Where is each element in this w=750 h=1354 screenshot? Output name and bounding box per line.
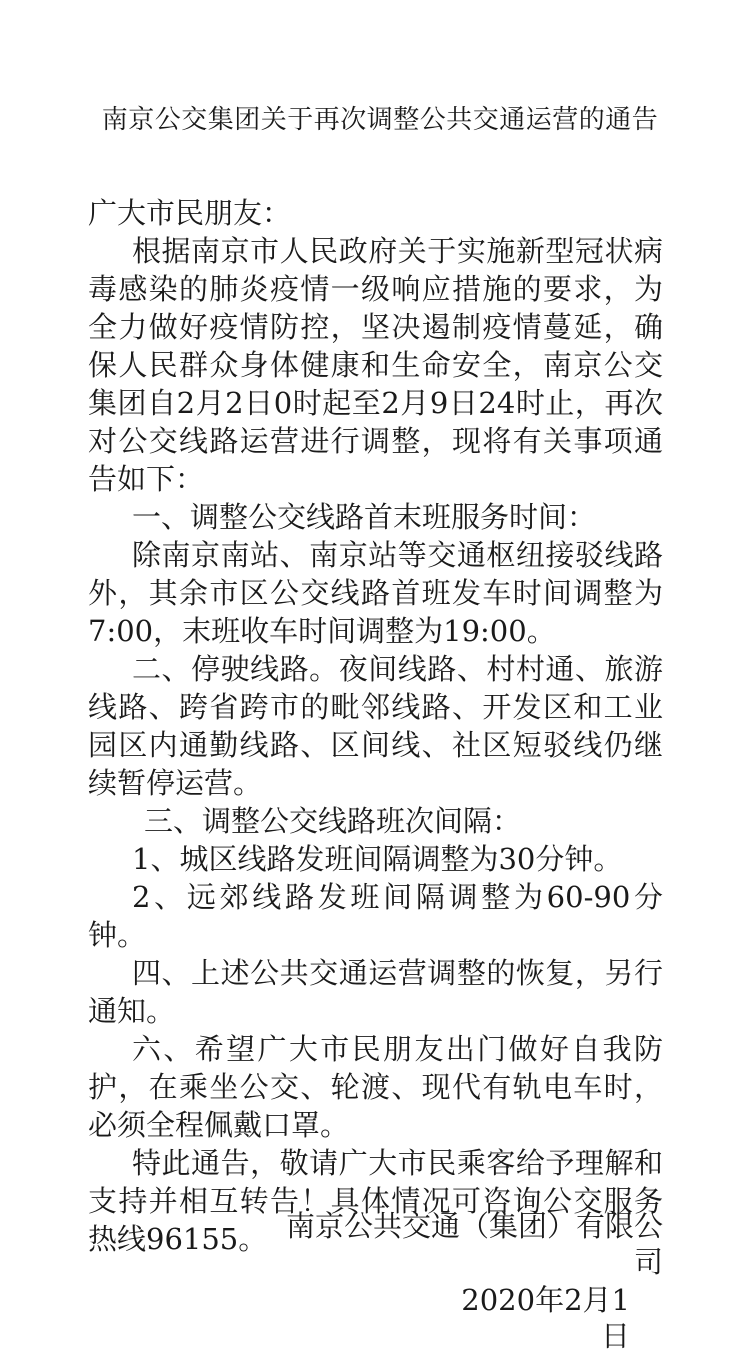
paragraph-section-1-detail: 除南京南站、南京站等交通枢纽接驳线路外，其余市区公交线路首班发车时间调整为7:00，末班收车时间调整为19:00。 xyxy=(88,538,663,648)
paragraph-closing: 特此通告，敬请广大市民乘客给予理解和支持并相互转告！具体情况可咨询公交服务热线96155。 xyxy=(88,1146,663,1256)
signature: 南京公共交通（集团）有限公司 xyxy=(285,1209,663,1279)
date: 2020年2月1日 xyxy=(461,1283,630,1353)
paragraph-section-3-heading: 三、调整公交线路班次间隔： xyxy=(144,804,522,838)
paragraph-section-3-item-2: 2、远郊线路发班间隔调整为60-90分钟。 xyxy=(88,880,663,952)
paragraph-section-1-heading: 一、调整公交线路首末班服务时间： xyxy=(132,500,597,534)
notice-title: 南京公交集团关于再次调整公共交通运营的通告 xyxy=(101,105,659,135)
greeting: 广大市民朋友： xyxy=(88,196,292,230)
paragraph-section-6: 六、希望广大市民朋友出门做好自我防护，在乘坐公交、轮渡、现代有轨电车时，必须全程佩戴口罩。 xyxy=(88,1032,663,1142)
paragraph-section-2: 二、停驶线路。夜间线路、村村通、旅游线路、跨省跨市的毗邻线路、开发区和工业园区内通勤线路、区间线、社区短驳线仍继续暂停运营。 xyxy=(88,652,663,800)
notice-body xyxy=(88,194,663,1258)
paragraph-section-4: 四、上述公共交通运营调整的恢复，另行通知。 xyxy=(88,956,663,1028)
paragraph-intro: 根据南京市人民政府关于实施新型冠状病毒感染的肺炎疫情一级响应措施的要求，为全力做好疫情防控，坚决遏制疫情蔓延，确保人民群众身体健康和生命安全，南京公交集团自2月2日0时起至2月9日24时止，再次对公交线路运营进行调整，现将有关事项通告如下： xyxy=(88,234,663,496)
paragraph-section-3-item-1: 1、城区线路发班间隔调整为30分钟。 xyxy=(132,842,623,876)
